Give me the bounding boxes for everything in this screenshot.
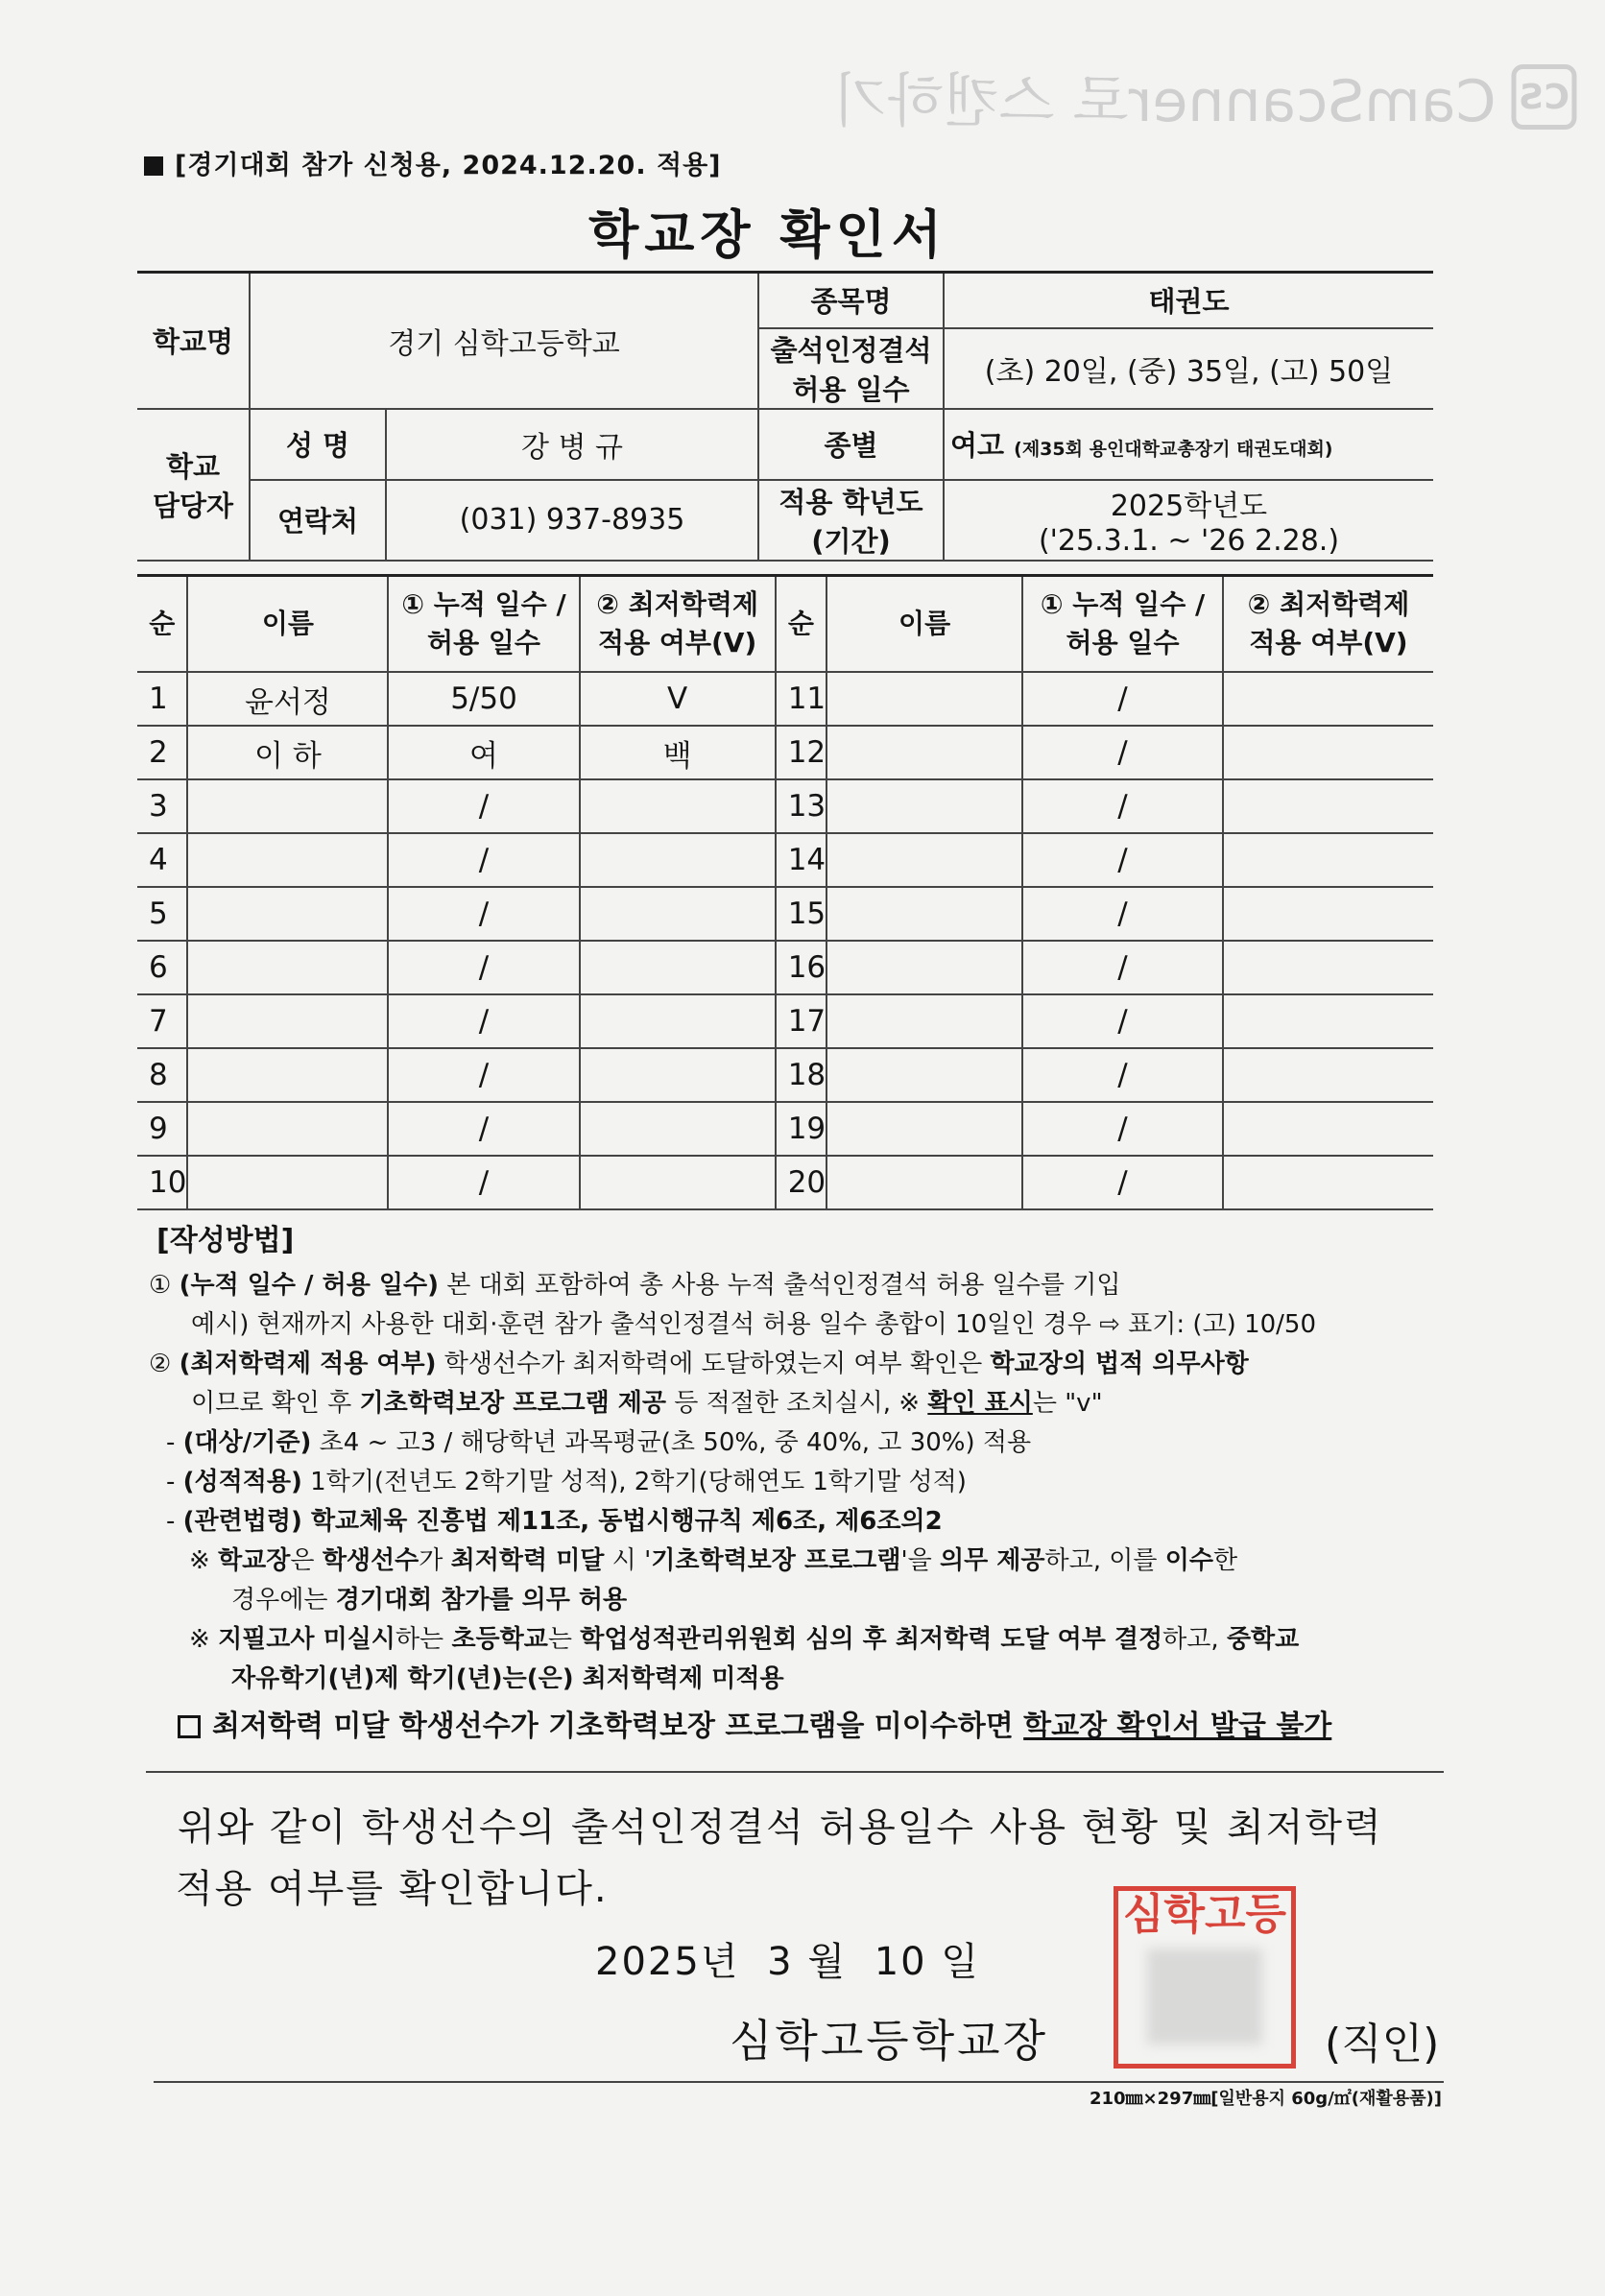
l8b: 학교장 [218,1546,291,1575]
row-name [187,994,388,1048]
warning-text: 최저학력 미달 학생선수가 기초학력보장 프로그램을 미이수하면 [212,1710,1024,1743]
row-days: / [388,779,579,833]
col-min-2-b: 적용 여부(V) [1249,627,1408,658]
row-min: V [580,672,776,726]
col-days-1: ① 누적 일수 / [401,588,566,620]
instruction-line-3 [149,1345,1445,1384]
l6a: - [166,1468,183,1496]
camscanner-logo-icon: CS [1511,64,1576,130]
row-no-2: 13 [776,779,826,833]
row-name [187,833,388,887]
col-no: 순 [137,576,187,673]
row-min [580,833,776,887]
col-days-2-b: 허용 일수 [1066,627,1180,658]
row-no: 10 [137,1156,187,1209]
date-year: 2025년 [595,1940,740,1984]
instruction-line-5 [149,1423,1445,1463]
attendance-label [758,328,944,409]
row-no-2: 17 [776,994,826,1048]
row-days: 5/50 [388,672,579,726]
year-label-1: 적용 학년도 [779,485,923,518]
row-no: 7 [137,994,187,1048]
table-row [137,1156,1433,1209]
row-min [580,779,776,833]
row-name-2 [826,1048,1022,1102]
l8k: 하고, 이를 [1044,1546,1165,1575]
col-days-2: 허용 일수 [427,627,540,658]
instruction-line-8 [149,1542,1445,1581]
row-no: 2 [137,726,187,779]
square-bullet-icon [144,156,163,176]
instruction-2-text: 학생선수가 최저학력에 도달하였는지 여부 확인은 [436,1350,991,1378]
row-name-2 [826,779,1022,833]
l8g: 시 ' [604,1546,652,1575]
row-min [580,1048,776,1102]
official-seal [1114,1886,1296,2069]
row-no: 3 [137,779,187,833]
confirm-date [595,1931,994,1986]
year-label [758,480,944,561]
instructions-title: [작성방법] [156,1224,295,1257]
warning-emphasis: 학교장 확인서 발급 불가 [1023,1710,1332,1743]
row-no-2: 20 [776,1156,826,1209]
l8f: 최저학력 미달 [450,1546,605,1575]
l8d: 학생선수 [322,1546,419,1575]
row-min-2 [1223,672,1433,726]
row-name-2 [826,726,1022,779]
instruction-1-text: 본 대회 포함하여 총 사용 누적 출석인정결석 허용 일수를 기입 [438,1271,1121,1300]
school-value: 경기 심학고등학교 [250,273,758,409]
sport-label: 종목명 [758,273,944,328]
row-no: 9 [137,1102,187,1156]
header-note-text: [경기대회 참가 신청용, 2024.12.20. 적용] [175,151,722,180]
table-row [137,941,1433,994]
l8c: 은 [290,1546,323,1575]
row-days: / [388,887,579,941]
l10c: 하는 [395,1625,452,1654]
principal-name: 심학고등학교장 [730,2015,1049,2067]
info-table [137,271,1433,562]
date-day: 10 일 [874,1940,980,1984]
table-row [137,833,1433,887]
row-days: / [388,941,579,994]
row-name [187,941,388,994]
l9a: 경우에는 [231,1586,336,1614]
l4b: 기초학력보장 프로그램 제공 [359,1389,666,1418]
l5b: (대상/기준) [182,1428,312,1457]
row-no-2: 15 [776,887,826,941]
document-title: 학교장 확인서 [588,204,947,265]
instruction-line-4 [149,1384,1445,1423]
row-no: 8 [137,1048,187,1102]
row-no: 1 [137,672,187,726]
name-value: 강 병 규 [386,409,758,480]
row-name-2 [826,887,1022,941]
row-min [580,887,776,941]
year-label-2: (기간) [811,524,891,558]
row-min-2 [1223,726,1433,779]
row-min [580,994,776,1048]
row-no-2: 11 [776,672,826,726]
col-name-2: 이름 [826,576,1022,673]
header-note [144,144,722,181]
row-no-2: 16 [776,941,826,994]
list-header-row [137,576,1433,673]
col-min [580,576,776,673]
row-no: 6 [137,941,187,994]
row-days-2: / [1022,994,1223,1048]
row-days-2: / [1022,1156,1223,1209]
row-days-2: / [1022,779,1223,833]
seal-blur [1147,1949,1262,2045]
col-days-1-b: ① 누적 일수 / [1040,588,1206,620]
year-value [944,480,1433,561]
row-min-2 [1223,994,1433,1048]
instruction-line-1 [149,1266,1445,1305]
row-name: 윤서정 [187,672,388,726]
table-row [137,887,1433,941]
l8e: 가 [419,1546,451,1575]
attendance-label-2: 허용 일수 [792,372,910,406]
type-label: 종별 [758,409,944,480]
attendance-value: (초) 20일, (중) 35일, (고) 50일 [944,328,1433,409]
row-min-2 [1223,1156,1433,1209]
table-row [137,726,1433,779]
bottom-divider [154,2081,1444,2083]
row-min-2 [1223,779,1433,833]
l6c: 1학기(전년도 2학기말 성적), 2학기(당해연도 1학기말 성적) [301,1468,967,1496]
row-no: 4 [137,833,187,887]
watermark-text: CamScanner로 스캔하기 [831,68,1496,135]
instruction-line-11 [149,1660,1445,1699]
instructions-section [149,1221,1445,1746]
table-row [137,779,1433,833]
row-days-2: / [1022,1048,1223,1102]
row-name-2 [826,994,1022,1048]
row-days-2: / [1022,1102,1223,1156]
l6b: (성적적용) [182,1468,302,1496]
l9b: 경기대회 참가를 의무 허용 [335,1586,628,1614]
row-min-2 [1223,887,1433,941]
seal-text: 심학고등 [1122,1890,1286,1939]
type-value: 여고 [950,429,1005,462]
checkbox-bullet-icon [178,1715,201,1738]
confirm-line-2: 적용 여부를 확인합니다. [176,1867,609,1911]
row-name [187,887,388,941]
l8l: 이수 [1164,1546,1213,1575]
instruction-line-2: 예시) 현재까지 사용한 대회·훈련 참가 출석인정결석 허용 일수 총합이 10일인 경우 ⇨ 표기: (고) 10/50 [191,1310,1317,1339]
row-min: 백 [580,726,776,779]
col-min-b [1223,576,1433,673]
row-days-2: / [1022,726,1223,779]
row-min-2 [1223,833,1433,887]
l8m: 한 [1213,1546,1238,1575]
row-days: 여 [388,726,579,779]
l10d: 초등학교 [451,1625,548,1654]
row-days-2: / [1022,833,1223,887]
row-name [187,1048,388,1102]
row-min-2 [1223,1102,1433,1156]
row-name-2 [826,1156,1022,1209]
l10e: 는 [547,1625,581,1654]
table-row [137,994,1433,1048]
attendance-label-1: 출석인정결석 [770,333,932,367]
row-days: / [388,994,579,1048]
l10h: 중학교 [1226,1625,1300,1654]
l5c: 초4 ~ 고3 / 해당학년 과목평균(초 50%, 중 40%, 고 30%) 적용 [311,1428,1032,1457]
row-min [580,1102,776,1156]
manager-label-1: 학교 [165,449,221,483]
l10a: ※ [189,1625,219,1654]
contact-label: 연락처 [250,480,386,561]
row-no-2: 19 [776,1102,826,1156]
year-value-1: 2025학년도 [1110,490,1268,523]
l11: 자유학기(년)제 학기(년)는(은) 최저학력제 미적용 [231,1664,784,1693]
year-value-2: ('25.3.1. ~ '26 2.28.) [1038,524,1340,558]
row-min-2 [1223,1048,1433,1102]
col-min-1-b: ② 최저학력제 [1247,588,1410,620]
sport-value: 태권도 [944,273,1433,328]
col-days [388,576,579,673]
row-days: / [388,1102,579,1156]
l8j: 의무 제공 [939,1546,1045,1575]
row-min [580,941,776,994]
l8i: '을 [900,1546,940,1575]
manager-label-2: 담당자 [152,489,234,522]
row-no-2: 14 [776,833,826,887]
col-min-2: 적용 여부(V) [598,627,757,658]
l5a: - [166,1428,183,1457]
row-no: 5 [137,887,187,941]
circle-1: ① [149,1271,180,1300]
table-row [137,1102,1433,1156]
school-label: 학교명 [137,273,250,409]
col-no-2: 순 [776,576,826,673]
instruction-2-head: (최저학력제 적용 여부) [179,1350,437,1378]
type-note: (제35회 용인대학교총장기 태권도대회) [1014,439,1333,460]
row-name [187,1102,388,1156]
l4a: 이므로 확인 후 [191,1389,360,1418]
l10g: 하고, [1162,1625,1227,1654]
l4e: 는 "v" [1032,1389,1103,1418]
instruction-2-duty: 학교장의 법적 의무사항 [990,1350,1249,1378]
row-days: / [388,1156,579,1209]
date-month: 3 월 [767,1940,847,1984]
divider-line [146,1771,1444,1773]
l10b: 지필고사 미실시 [218,1625,395,1654]
instruction-line-9 [149,1581,1445,1620]
row-days-2: / [1022,941,1223,994]
instruction-line-6 [149,1463,1445,1502]
name-label: 성 명 [250,409,386,480]
row-no-2: 18 [776,1048,826,1102]
warning-line [149,1707,1445,1746]
instruction-line-10 [149,1620,1445,1660]
col-min-1: ② 최저학력제 [596,588,758,620]
row-name-2 [826,1102,1022,1156]
contact-value: (031) 937-8935 [386,480,758,561]
row-days: / [388,1048,579,1102]
col-days-b [1022,576,1223,673]
instruction-line-7 [149,1502,1445,1542]
manager-label [137,409,250,561]
camscanner-watermark [832,56,1576,138]
student-list-table [137,574,1433,1210]
row-min [580,1156,776,1209]
instruction-1-head: (누적 일수 / 허용 일수) [179,1271,439,1300]
table-row [137,672,1433,726]
row-name: 이 하 [187,726,388,779]
row-name-2 [826,672,1022,726]
row-days: / [388,833,579,887]
l4d: 확인 표시 [927,1389,1033,1418]
l7b: (관련법령) 학교체육 진흥법 제11조, 동법시행규칙 제6조, 제6조의2 [182,1507,943,1536]
circle-2: ② [149,1350,180,1378]
type-value-cell [944,409,1433,480]
col-name: 이름 [187,576,388,673]
seal-label: (직인) [1325,2020,1440,2069]
l8h: 기초학력보장 프로그램 [651,1546,901,1575]
confirm-line-1: 위와 같이 학생선수의 출석인정결석 허용일수 사용 현황 및 최저학력 [178,1806,1383,1850]
row-no-2: 12 [776,726,826,779]
row-name [187,1156,388,1209]
l10f: 학업성적관리위원회 심의 후 최저학력 도달 여부 결정 [580,1625,1163,1654]
l8a: ※ [189,1546,219,1575]
l7a: - [166,1507,183,1536]
row-name-2 [826,941,1022,994]
row-days-2: / [1022,887,1223,941]
l4c: 등 적절한 조치실시, ※ [666,1389,928,1418]
row-name-2 [826,833,1022,887]
row-name [187,779,388,833]
paper-spec: 210㎜×297㎜[일반용지 60g/㎡(재활용품)] [1089,2089,1442,2109]
table-row [137,1048,1433,1102]
row-days-2: / [1022,672,1223,726]
row-min-2 [1223,941,1433,994]
